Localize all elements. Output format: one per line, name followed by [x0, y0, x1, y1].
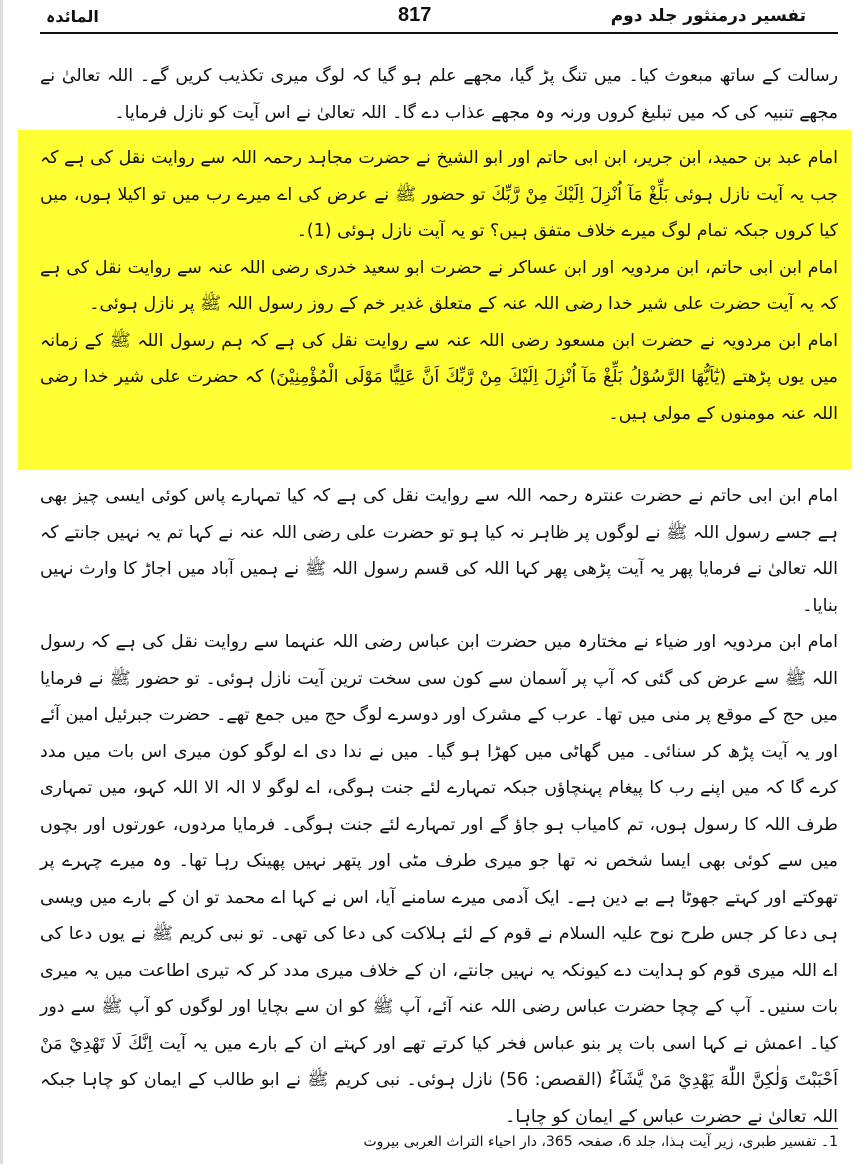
header-rule	[40, 32, 838, 34]
paragraph: امام عبد بن حمید، ابن جریر، ابن ابی حاتم اور ابو الشیخ نے حضرت مجاہد رحمہ اللہ سے روایت نقل کی ہے کہ جب یہ آیت نازل ہوئی بَلِّغْ مَآ اُنْزِلَ اِلَيْكَ مِنْ رَّبِّكَ تو حضور ﷺ نے عرض کی اے میرے رب میں تو اکیلا ہوں، میں کیا کروں جبکہ تمام لوگ میرے خلاف متفق ہیں؟ تو یہ آیت نازل ہوئی (1)۔	[40, 148, 838, 241]
page-header	[0, 0, 864, 34]
page-number: 817	[398, 4, 432, 26]
paragraph: امام ابن ابی حاتم، ابن مردویہ اور ابن عساکر نے حضرت ابو سعید خدری رضی اللہ عنہ سے روایت نقل کی ہے کہ یہ آیت حضرت علی شیر خدا رضی اللہ عنہ کے متعلق غدیر خم کے روز رسول اللہ ﷺ پر نازل ہوئی۔	[40, 257, 838, 314]
surah-name: المائدہ	[46, 7, 99, 26]
paragraph: امام ابن مردویہ اور ضیاء نے مختارہ میں حضرت ابن عباس رضی اللہ عنہما سے روایت نقل کی ہے کہ رسول اللہ ﷺ سے عرض کی گئی کہ آپ پر آسمان سے کون سی سخت ترین آیت نازل ہوئی۔ تو حضور ﷺ نے فرمایا میں حج کے موقع پر منی میں تھا۔ عرب کے مشرک اور دوسرے لوگ حج میں جمع تھے۔ حضرت جبرئیل امین آئے اور یہ آیت پڑھ کر سنائی۔ میں گھاٹی میں کھڑا ہو گیا۔ میں نے ندا دی اے لوگو کون میری اس بات میں مدد کرے گا کہ میں اپنے رب کا پیغام پہنچاؤں جبکہ تمہارے لئے جنت ہوگی، اے لوگو لا الہ الا اللہ کہو، میں تمہاری طرف اللہ کا رسول ہوں، تم کامیاب ہو جاؤ گے اور تمہارے لئے جنت ہوگی۔ فرمایا مردوں، عورتوں اور بچوں میں سے کوئی بھی ایسا شخص نہ تھا جو میری طرف مٹی اور پتھر نہیں پھینک رہا تھا۔ وہ میرے چہرے پر تھوکتے اور کہتے جھوٹا ہے بے دین ہے۔ ایک آدمی میرے سامنے آیا، اس نے کہا اے محمد تو ان کے بارے میں ویسی ہی دعا کر جس طرح نوح علیہ السلام نے قوم کے لئے ہلاکت کی دعا کی تھی۔ تو نبی کریم ﷺ نے یوں دعا کی اے اللہ میری قوم کو ہدایت دے کیونکہ یہ نہیں جانتے، ان کے خلاف میری مدد کر کہ تیری اطاعت میں یہ میری بات سنیں۔ آپ کے چچا حضرت عباس رضی اللہ عنہ آئے، آپ ﷺ کو ان سے بچایا اور لوگوں کو آپ ﷺ سے دور کیا۔ اعمش نے کہا اسی بات پر بنو عباس فخر کیا کرتے تھے اور کہتے ان کے بارے میں یہ آیت اِنَّكَ لَا تَهْدِيْ مَنْ اَحْبَبْتَ وَلٰكِنَّ اللّٰهَ يَهْدِيْ مَنْ يَّشَآءُ (القصص: 56) نازل ہوئی۔ نبی کریم ﷺ نے ابو طالب کے ایمان کو چاہا جبکہ اللہ تعالیٰ نے حضرت عباس کے ایمان کو چاہا۔	[40, 632, 838, 1127]
intro-text	[40, 58, 838, 131]
footnote: 1۔ تفسیر طبری، زیر آیت ہذا، جلد 6، صفحہ 365، دار احیاء التراث العربی بیروت	[363, 1134, 838, 1150]
scan-edge	[0, 0, 3, 1164]
footnote-rule	[520, 1128, 838, 1129]
main-text	[40, 478, 838, 1135]
paragraph: رسالت کے ساتھ مبعوث کیا۔ میں تنگ پڑ گیا، مجھے علم ہو گیا کہ لوگ میری تکذیب کریں گے۔ اللہ تعالیٰ نے مجھے تنبیہ کی کہ میں تبلیغ کروں ورنہ وہ مجھے عذاب دے گا۔ اللہ تعالیٰ نے اس آیت کو نازل فرمایا۔	[40, 66, 838, 123]
book-title: تفسیر درمنثور جلد دوم	[610, 6, 806, 26]
paragraph: امام ابن مردویہ نے حضرت ابن مسعود رضی اللہ عنہ سے روایت نقل کی ہے کہ ہم رسول اللہ ﷺ کے زمانہ میں یوں پڑھتے (يٰٓاَيُّهَا الرَّسُوْلُ بَلِّغْ مَآ اُنْزِلَ اِلَيْكَ مِنْ رَّبِّكَ اَنَّ عَلِيًّا مَوْلَى الْمُؤْمِنِيْنَ) کہ حضرت علی شیر خدا رضی اللہ عنہ مومنوں کے مولی ہیں۔	[40, 330, 838, 424]
highlighted-text	[40, 140, 838, 432]
paragraph: امام ابن ابی حاتم نے حضرت عنترہ رحمہ اللہ سے روایت نقل کی ہے کہ کیا تمہارے پاس کوئی ایسی چیز بھی ہے جسے رسول اللہ ﷺ نے لوگوں پر ظاہر نہ کیا ہو تو حضرت علی رضی اللہ عنہ نے کہا تم یہ نہیں جانتے کہ اللہ تعالیٰ نے فرمایا پھر یہ آیت پڑھی پھر کہا اللہ کی قسم رسول اللہ ﷺ نے ہمیں آباد میں اجاڑ کا وارث نہیں بنایا۔	[40, 486, 838, 616]
